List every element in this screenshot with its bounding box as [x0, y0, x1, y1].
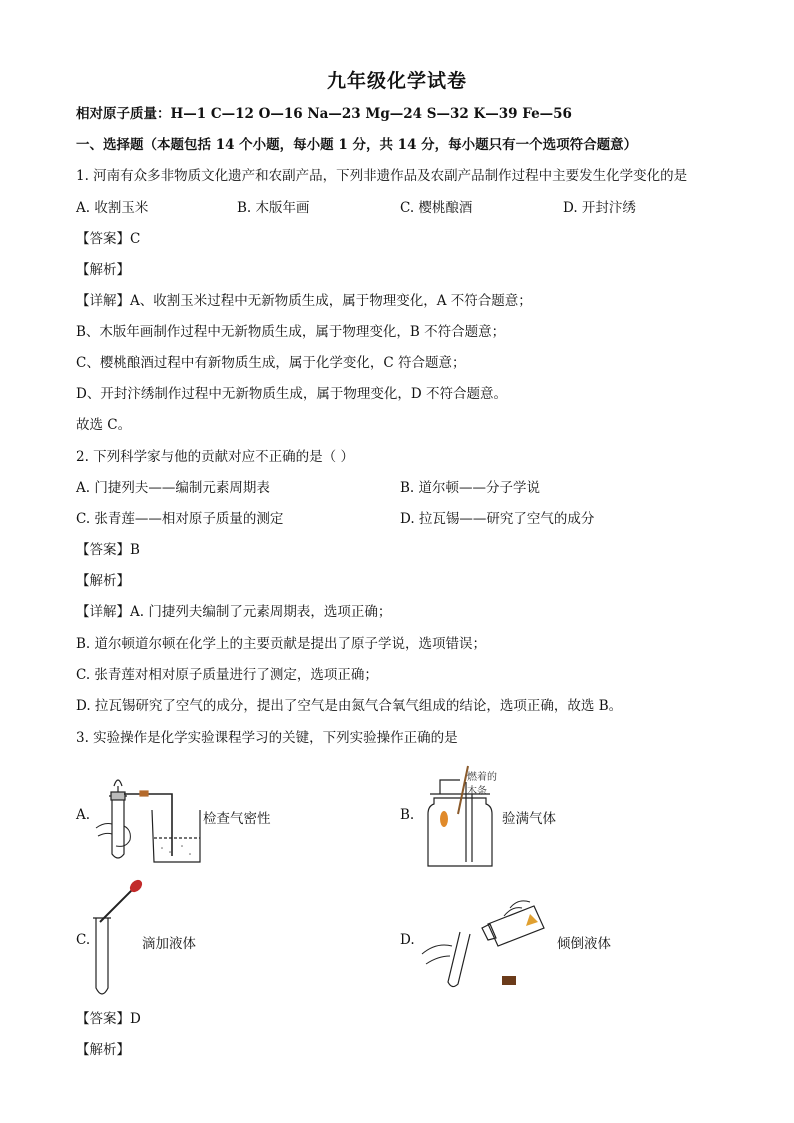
q3-figure-c-letter: C.	[76, 932, 91, 948]
q3-figure-d-letter: D.	[400, 932, 415, 948]
q2-stem: 2. 下列科学家与他的贡献对应不正确的是（ ）	[76, 449, 354, 465]
q1-stem: 1. 河南有众多非物质文化遗产和农副产品，下列非遗作品及农副产品制作过程中主要发生化学变化的是	[76, 168, 688, 184]
q3-answer: 【答案】D	[76, 1011, 141, 1027]
q2-option-a: A. 门捷列夫——编制元素周期表	[76, 480, 270, 496]
q1-conclusion: 故选 C。	[76, 417, 132, 433]
q3-figure-b-caption: 验满气体	[502, 811, 556, 827]
section-heading: 一、选择题（本题包括 14 个小题，每小题 1 分，共 14 分，每小题只有一个选项符合题意）	[76, 137, 638, 153]
atomic-mass-line: 相对原子质量：H—1 C—12 O—16 Na—23 Mg—24 S—32 K—39 Fe—56	[76, 106, 572, 122]
q1-detail-line: C、樱桃酿酒过程中有新物质生成，属于化学变化，C 符合题意；	[76, 355, 466, 371]
q1-detail-line: B、木版年画制作过程中无新物质生成，属于物理变化，B 不符合题意；	[76, 324, 506, 340]
q3-figure-a-letter: A.	[76, 807, 91, 823]
dropper-test-tube-illustration	[90, 878, 150, 1002]
q3-figure-b-letter: B.	[400, 807, 415, 823]
q1-analysis: 【解析】	[76, 262, 130, 278]
q1-answer: 【答案】C	[76, 231, 141, 247]
q2-option-c: C. 张青莲——相对原子质量的测定	[76, 511, 284, 527]
q3-figure-c-caption: 滴加液体	[142, 936, 196, 952]
q2-detail-line: B. 道尔顿道尔顿在化学上的主要贡献是提出了原子学说，选项错误；	[76, 636, 487, 652]
q2-option-d: D. 拉瓦锡——研究了空气的成分	[400, 511, 595, 527]
q3-stem: 3. 实验操作是化学实验课程学习的关键，下列实验操作正确的是	[76, 730, 458, 746]
q2-detail-line: C. 张青莲对相对原子质量进行了测定，选项正确；	[76, 667, 378, 683]
q2-detail-line: 【详解】A. 门捷列夫编制了元素周期表，选项正确；	[76, 604, 392, 620]
q1-detail-line: 【详解】A、收割玉米过程中无新物质生成，属于物理变化，A 不符合题意；	[76, 293, 532, 309]
q2-analysis: 【解析】	[76, 573, 130, 589]
q1-option-a: A. 收割玉米	[76, 200, 149, 216]
q3-figure-a-caption: 检查气密性	[203, 811, 271, 827]
splint-label-line-2: 木条	[467, 786, 487, 797]
q1-option-b: B. 木版年画	[237, 200, 310, 216]
q2-detail-line: D. 拉瓦锡研究了空气的成分，提出了空气是由氮气合氧气组成的结论，选项正确，故选 B。	[76, 698, 623, 714]
q1-option-c: C. 樱桃酿酒	[400, 200, 473, 216]
q1-detail-line: D、开封汴绣制作过程中无新物质生成，属于物理变化，D 不符合题意。	[76, 386, 507, 402]
splint-label-line-1: 燃着的	[467, 772, 497, 783]
q2-option-b: B. 道尔顿——分子学说	[400, 480, 541, 496]
page-title: 九年级化学试卷	[326, 70, 467, 92]
q3-figure-d-caption: 倾倒液体	[557, 936, 611, 952]
q2-answer: 【答案】B	[76, 542, 140, 558]
airtightness-apparatus-illustration	[92, 766, 202, 866]
pouring-liquid-illustration	[418, 894, 550, 994]
q1-option-d: D. 开封汴绣	[563, 200, 636, 216]
q3-analysis: 【解析】	[76, 1042, 130, 1058]
